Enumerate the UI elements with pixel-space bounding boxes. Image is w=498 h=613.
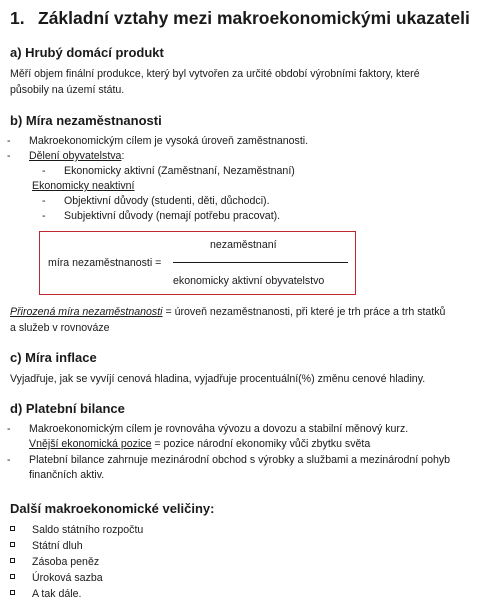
title-text: Základní vztahy mezi makroekonomickými ukazateli: [38, 8, 470, 28]
gdp-line-2: působily na území státu.: [10, 84, 125, 96]
heading-gdp: a) Hrubý domácí produkt: [10, 45, 164, 60]
formula-lhs: míra nezaměstnanosti =: [48, 257, 162, 269]
checkbox-square-icon: [10, 574, 15, 579]
checkbox-square-icon: [10, 558, 15, 563]
unemployment-bullet-division: - Dělení obyvatelstva:: [7, 150, 125, 162]
unemployment-formula-box: [39, 231, 356, 295]
objective-reasons-item: - Objektivní důvody (studenti, děti, důchodci).: [42, 195, 270, 207]
natural-rate-line-2: a služeb v rovnováze: [10, 322, 110, 334]
list-item: Zásoba peněz: [32, 554, 99, 570]
external-position-label: Vnější ekonomická pozice: [29, 438, 152, 450]
active-population-item: - Ekonomicky aktivní (Zaměstnaní, Nezaměstnaní): [42, 165, 295, 177]
formula-numerator: nezaměstnaní: [210, 239, 277, 251]
checkbox-square-icon: [10, 526, 15, 531]
unemployment-bullet-goal: - Makroekonomickým cílem je vysoká úroveň zaměstnanosti.: [7, 135, 309, 147]
inactive-population-label: Ekonomicky neaktivní: [32, 180, 135, 192]
external-position-line: Vnější ekonomická pozice = pozice národní ekonomiky vůči zbytku světa: [29, 438, 371, 450]
heading-unemployment: b) Míra nezaměstnanosti: [10, 113, 162, 128]
list-item: Úroková sazba: [32, 570, 103, 586]
division-label: Dělení obyvatelstva: [29, 150, 122, 162]
subjective-reasons-item: - Subjektivní důvody (nemají potřebu pracovat).: [42, 210, 281, 222]
natural-rate-label: Přirozená míra nezaměstnanosti: [10, 306, 163, 318]
bop-bullet-trade-continued: finančních aktiv.: [29, 469, 105, 481]
heading-inflation: c) Míra inflace: [10, 350, 97, 365]
list-item: Saldo státního rozpočtu: [32, 522, 143, 538]
page-title: [10, 8, 470, 29]
list-item: A tak dále.: [32, 586, 81, 602]
bop-bullet-goal: - Makroekonomickým cílem je rovnováha vývozu a dovozu a stabilní měnový kurz.: [7, 423, 409, 435]
inflation-line-1: Vyjadřuje, jak se vyvíjí cenová hladina, vyjadřuje procentuální(%) změnu cenové hladiny.: [10, 373, 426, 385]
checkbox-square-icon: [10, 590, 15, 595]
gdp-line-1: Měří objem finální produkce, který byl vytvořen za určité období výrobními faktory, které: [10, 68, 420, 80]
title-number: 1.: [10, 8, 25, 28]
formula-denominator: ekonomicky aktivní obyvatelstvo: [173, 275, 325, 287]
bop-bullet-trade: - Platební bilance zahrnuje mezinárodní obchod s výrobky a službami a mezinárodní pohyb: [7, 454, 451, 466]
heading-further-quantities: Další makroekonomické veličiny:: [10, 501, 215, 516]
heading-balance-of-payments: d) Platební bilance: [10, 401, 125, 416]
checkbox-square-icon: [10, 542, 15, 547]
bullet-text: Makroekonomickým cílem je vysoká úroveň zaměstnanosti.: [29, 135, 309, 147]
list-item: Státní dluh: [32, 538, 83, 554]
natural-rate-line-1: Přirozená míra nezaměstnanosti = úroveň nezaměstnanosti, při které je trh práce a trh statků: [10, 306, 446, 318]
fraction-bar: [173, 262, 348, 263]
